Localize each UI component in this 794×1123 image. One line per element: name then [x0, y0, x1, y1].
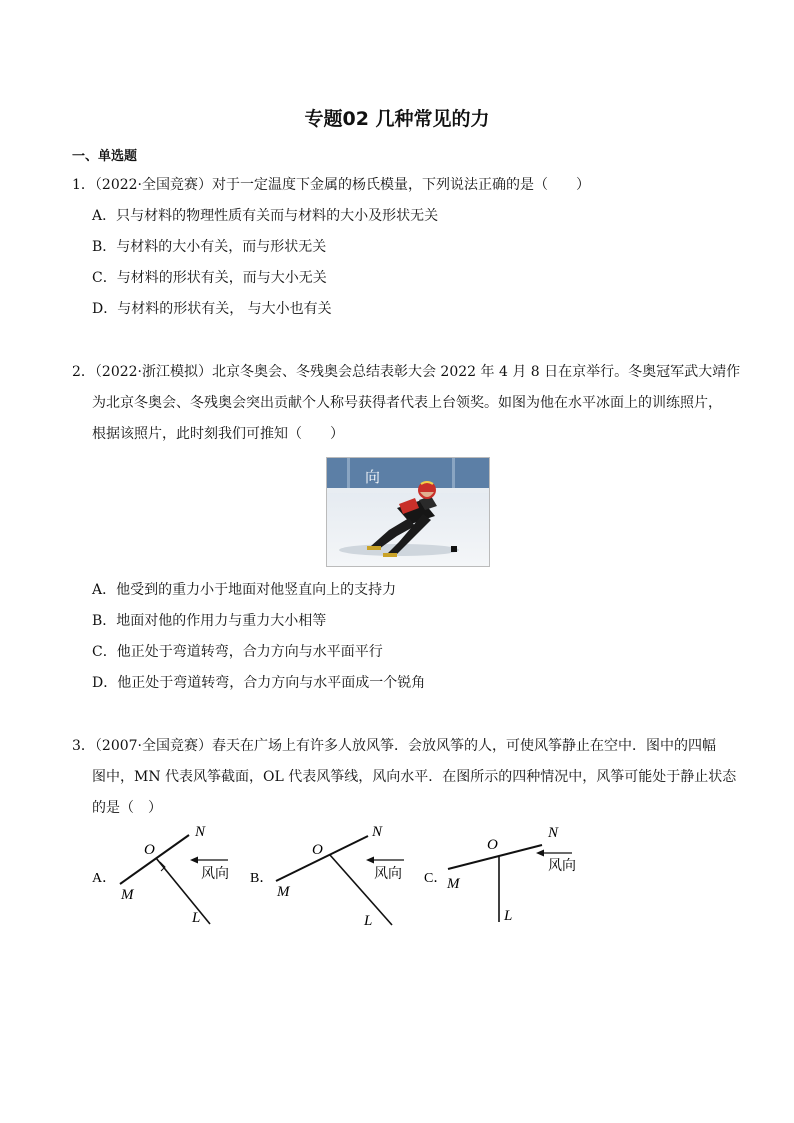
section-heading: 一、单选题 [72, 149, 138, 164]
diagram-b-point-l: L [364, 913, 373, 929]
diagram-a-point-l: L [192, 910, 201, 926]
diagram-b-wind-arrowhead [366, 857, 374, 864]
diagram-c-point-l: L [504, 908, 513, 924]
diagram-b-point-o: O [312, 842, 323, 858]
question-2-stem-line-2: 为北京冬奥会、冬残奥会突出贡献个人称号获得者代表上台领奖。如图为他在水平冰面上的训练照片， [92, 395, 722, 411]
diagram-c-wind-label: 风向 [548, 859, 576, 874]
question-3-stem-line-3: 的是（ ） [92, 800, 162, 816]
diagram-a-point-o: O [144, 842, 155, 858]
speed-skater-photo [326, 457, 490, 567]
diagram-a-wind-label: 风向 [201, 867, 229, 882]
diagram-b-kite-line-ol [330, 855, 392, 925]
question-1-option-c[interactable]: C．与材料的形状有关，而与大小无关 [92, 270, 327, 286]
question-2-option-b[interactable]: B．地面对他的作用力与重力大小相等 [92, 613, 327, 629]
question-2-option-a[interactable]: A．他受到的重力小于地面对他竖直向上的支持力 [92, 582, 397, 598]
question-1-option-b[interactable]: B．与材料的大小有关，而与形状无关 [92, 239, 327, 255]
diagram-b-point-n: N [372, 824, 383, 840]
diagram-b-point-m: M [277, 884, 290, 900]
diagram-c-point-m: M [447, 876, 460, 892]
diagram-c-wind-arrowhead [536, 850, 544, 857]
question-2-stem-line-3: 根据该照片，此时刻我们可推知（ ） [92, 426, 344, 442]
diagram-b-wind-label: 风向 [374, 867, 402, 882]
kite-diagram-a[interactable] [88, 818, 238, 930]
diagram-c-label: C． [424, 871, 448, 886]
diagram-b-label: B． [250, 871, 274, 886]
question-2-option-c[interactable]: C．他正处于弯道转弯，合力方向与水平面平行 [92, 644, 383, 660]
photo-banner-text: 向 [365, 470, 381, 486]
question-1-stem: 1．（2022·全国竞赛）对于一定温度下金属的杨氏模量，下列说法正确的是（ ） [72, 177, 590, 193]
question-2-option-d[interactable]: D．他正处于弯道转弯，合力方向与水平面成一个锐角 [92, 675, 426, 691]
diagram-a-label: A． [92, 871, 117, 886]
kite-diagram-b[interactable] [246, 818, 416, 930]
question-2-stem-line-1: 2．（2022·浙江模拟）北京冬奥会、冬残奥会总结表彰大会 2022 年 4 月 8 日在京举行。冬奥冠军武大靖作 [72, 364, 741, 380]
question-1-option-d[interactable]: D．与材料的形状有关， 与大小也有关 [92, 301, 332, 317]
question-3-stem-line-2: 图中，MN 代表风筝截面，OL 代表风筝线，风向水平．在图所示的四种情况中，风筝可能处于静止状态 [92, 769, 737, 785]
page-title: 专题02 几种常见的力 [304, 108, 490, 130]
diagram-c-point-o: O [487, 837, 498, 853]
diagram-a-point-n: N [195, 824, 206, 840]
diagram-a-point-m: M [121, 887, 134, 903]
diagram-a-wind-arrowhead [190, 857, 198, 864]
kite-diagram-c[interactable] [420, 818, 600, 930]
diagram-c-point-n: N [548, 825, 559, 841]
question-1-option-a[interactable]: A．只与材料的物理性质有关而与材料的大小及形状无关 [92, 208, 439, 224]
question-3-stem-line-1: 3．（2007·全国竞赛）春天在广场上有许多人放风筝．会放风筝的人，可使风筝静止在空中．图中的四幅 [72, 738, 716, 754]
